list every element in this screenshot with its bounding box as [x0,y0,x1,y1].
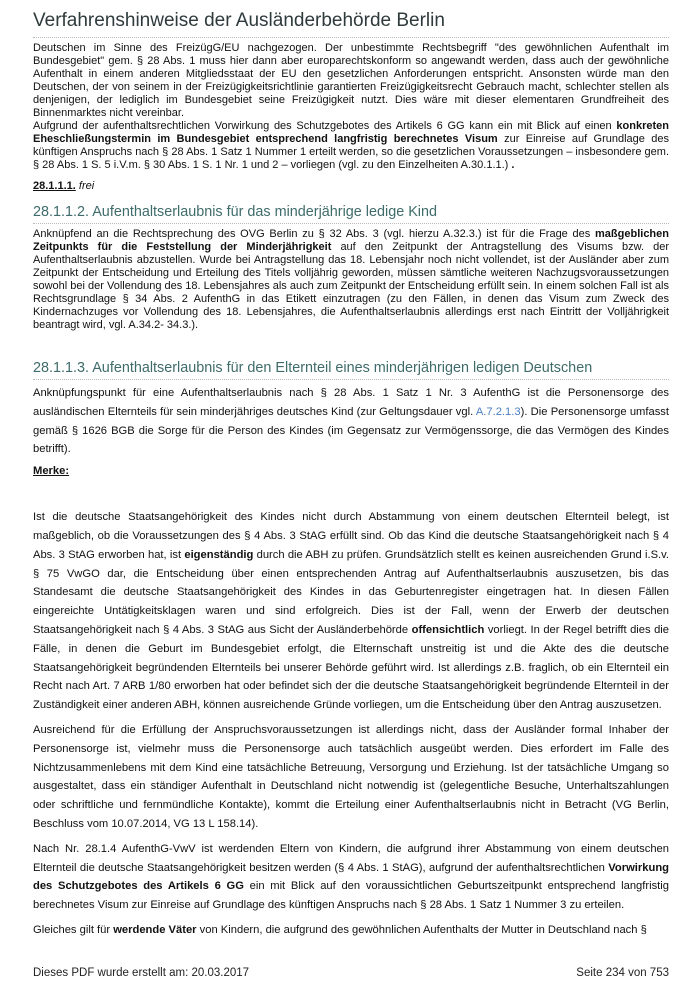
section-28-1-1-3-para-3: Ausreichend für die Erfüllung der Anspruchsvoraussetzungen ist allerdings nicht, dass der Ausländer formal Inhaber der Personensorge ist, vielmehr muss die Personensorge auch tatsächlich ausgeübt werden. Dies erfordert im Falle des Nichtzusammenlebens mit dem Kind eine tatsächliche Betreuung, Versorgung und Erziehung. Ist der tatsächliche Umgang so ausgestaltet, dass ein ständiger Aufenthalt in Deutschland nicht notwendig ist (gelegentliche Besuche, Unterhaltszahlungen oder schriftliche und fernmündliche Kontakte), kommt die Erteilung einer Aufenthaltserlaubnis nicht in Betracht (VG Berlin, Beschluss vom 10.07.2014, VG 13 L 158.14). [33,723,669,830]
s3-p4-text-b: ein mit Blick auf den voraussichtlichen Geburtszeitpunkt entsprechend langfristig berechnetes Visum zur Einreise auf Grundlage des künftigen Anspruchs nach § 28 Abs. 1 Satz 1 Nummer 3 zu erteilen. [33,880,669,912]
section-28-1-1-3-para-4 [33,840,669,915]
reference-link-a7213[interactable]: A.7.2.1.3 [475,405,521,418]
intro-p2-end: . [511,159,515,171]
s3-p2-text-c: vorliegt. In der Regel betrifft dies die Fälle, in denen die Geburt im Bundesgebiet erfolgt, die Elternschaft unstreitig ist und die Akte des die deutsche Staatsangehörigkeit begründenden Elternteils bei unserer Behörde geführt wird. Ist allerdings z.B. fraglich, ob ein Elternteil ein Recht nach Art. 7 ARB 1/80 erworben hat oder befindet sich der die deutsche Staatsangehörigkeit begründende Elternteil in der Zuständigkeit einer anderen ABH, können ausreichende Gründe vorliegen, um die Entscheidung über den Antrag auszusetzen. [33,623,670,712]
intro-paragraph-2 [33,120,669,172]
section-28-1-1-1-text: frei [75,180,95,192]
section-28-1-1-3-para-1 [33,384,669,459]
s3-p1-text-b: ). Die Personensorge umfasst gemäß § 1626 BGB die Sorge für die Person des Kindes (im Gegensatz zur Vermögenssorge, die das Vermögen des Kindes betrifft). [33,405,669,456]
s3-p2-text-a: Ist die deutsche Staatsangehörigkeit des Kindes nicht durch Abstammung von einem deutschen Elternteil belegt, ist maßgeblich, ob die Voraussetzungen des § 4 Abs. 3 StAG erfüllt sind. Ob das Kind die deutsche Staatsangehörigkeit nach § 4 Abs. 3 StAG erworben hat, ist [33,511,669,561]
heading-28-1-1-3: 28.1.1.3. Aufenthaltserlaubnis für den Elternteil eines minderjährigen ledigen Deutschen [33,360,669,380]
s2-text-a: Anknüpfend an die Rechtsprechung des OVG Berlin zu § 32 Abs. 3 (vgl. hierzu A.32.3.) ist für die Frage des [33,228,596,240]
pdf-created-date: Dieses PDF wurde erstellt am: 20.03.2017 [33,967,250,979]
section-28-1-1-3-para-2 [33,508,669,715]
s3-p2-text-b: durch die ABH zu prüfen. Grundsätzlich stellt es keinen ausreichenden Grund i.S.v. § 75 VwGO dar, die Entscheidung über einen entsprechenden Antrag auf Aufenthaltserlaubnis auszusetzen, bis das Standesamt die deutsche Staatsangehörigkeit des Kindes in das Geburtenregister eingetragen hat. In diesen Fällen eingereichte Untätigkeitsklagen waren und sind erfolgreich. Dies ist der Fall, wenn der Erwerb der deutschen Staatsangehörigkeit nach § 4 Abs. 3 StAG aus Sicht der Ausländerbehörde [33,548,670,636]
merke-label: Merke: [33,465,70,478]
s3-p5-bold: werdende Väter [113,923,197,936]
s2-bold: maßgeblichen Zeitpunkts für die Feststellung der Minderjährigkeit [33,228,669,253]
s3-p4-text-a: Nach Nr. 28.1.4 AufenthG-VwV ist werdenden Eltern von Kindern, die aufgrund ihrer Abstammung von einem deutschen Elternteil die deutsche Staatsangehörigkeit besitzen werden (§ 4 Abs. 1 StAG), aufgrund der aufenthaltsrechtlichen [33,842,669,874]
page-header [33,10,669,38]
section-28-1-1-1 [33,180,669,193]
heading-28-1-1-2: 28.1.1.2. Aufenthaltserlaubnis für das minderjährige ledige Kind [33,204,669,224]
s2-text-b: auf den Zeitpunkt der Antragstellung des Visums bzw. der Aufenthaltserlaubnis abzustellen. Wurde bei Antragstellung das 18. Lebensjahr noch nicht vollendet, ist der Ausländer aber zum Zeitpunkt der Entscheidung und Erteilung des Titels volljährig geworden, müssen sämtliche weiteren Nachzugsvoraussetzungen sowohl bei der Vollendung des 18. Lebensjahres als auch zum Zeitpunkt der Entscheidung erfüllt sein. In einem solchen Fall ist als Rechtsgrundlage § 34 Abs. 2 AufenthG in das Etikett einzutragen (zu den Fällen, in denen das Visum zum Zweck des Kindernachzuges vor Vollendung des 18. Lebensjahres, die Aufenthaltserlaubnis allerdings erst nach Eintritt der Volljährigkeit beantragt wird, vgl. A.34.2- 34.3.). [33,241,669,331]
s3-p5-text-b: von Kindern, die aufgrund des gewöhnlichen Aufenthalts der Mutter in Deutschland nach § [196,923,647,936]
intro-paragraph-1: Deutschen im Sinne des FreizügG/EU nachgezogen. Der unbestimmte Rechtsbegriff "des gewöhnlichen Aufenthalt im Bundesgebiet" gem. § 28 Abs. 1 muss hier dann aber europarechtskonform so angewandt werden, dass auch der gewöhnliche Aufenthalt in einem anderen Mitgliedsstaat der EU den gesetzlichen Anforderungen entspricht. Ansonsten würde man den Deutschen, der von seinem in der Freizügigkeitsrichtlinie garantierten Freizügigkeitsrecht Gebrauch macht, schlechter stellen als denjenigen, der lediglich im Bundesgebiet seine Freizügigkeit nutzt. Dies wäre mit dieser elementaren Grundfreiheit des Binnenmarktes nicht vereinbar. [33,42,669,119]
s3-p5-text-a: Gleiches gilt für [33,923,114,936]
s3-p1-text-a: Anknüpfungspunkt für eine Aufenthaltserlaubnis nach § 28 Abs. 1 Satz 1 Nr. 3 AufenthG ist die Personensorge des ausländischen Elternteils für sein minderjähriges deutsches Kind (zur Geltungsdauer vgl. [33,387,669,418]
s3-p2-bold-2: offensichtlich [411,623,485,636]
page-content [33,42,669,940]
intro-p2-text-b: zur Einreise auf Grundlage des künftigen Anspruchs nach § 28 Abs. 1 Satz 1 Nummer 1 erteilt werden, so die gesetzlichen Voraussetzungen – insbesondere gem. § 28 Abs. 1 S. 5 i.V.m. § 30 Abs. 1 S. 1 Nr. 1 und 2 – vorliegen (vgl. zu den Einzelheiten A.30.1.1.) [33,133,669,171]
page-number: Seite 234 von 753 [576,967,669,979]
s3-p4-bold: Vorwirkung des Schutzgebotes des Artikels 6 GG [33,861,669,893]
section-28-1-1-3-para-5 [33,921,669,940]
s3-p2-bold-1: eigenständig [184,548,254,561]
page-footer [33,967,669,979]
intro-p2-text-a: Aufgrund der aufenthaltsrechtlichen Vorwirkung des Schutzgebotes des Artikels 6 GG kann ein mit Blick auf einen [33,120,617,132]
section-28-1-1-2-body [33,228,669,332]
intro-p2-bold: konkreten Eheschließungstermin im Bundesgebiet entsprechend langfristig berechnetes Visum [33,120,669,145]
page-title: Verfahrenshinweise der Ausländerbehörde Berlin [33,10,445,31]
section-28-1-1-1-number: 28.1.1.1. [33,180,76,192]
